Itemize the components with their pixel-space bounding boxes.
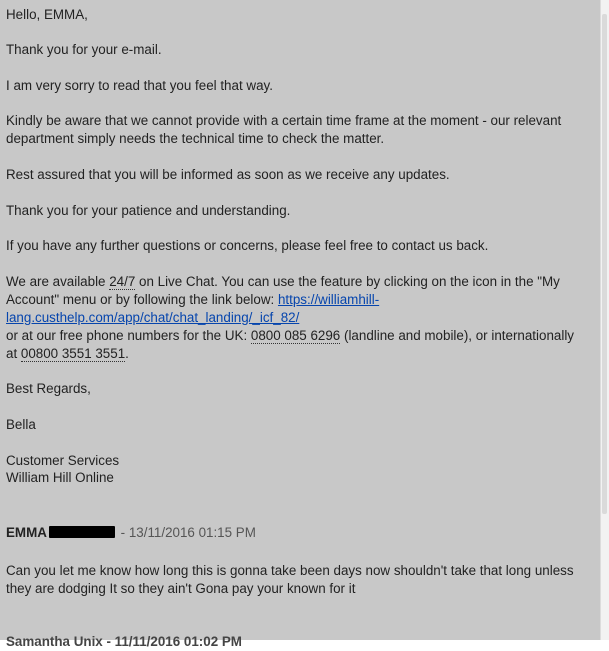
phone-at-text: at (6, 346, 21, 361)
paragraph-timeframe-line1: Kindly be aware that we cannot provide with a certain time frame at the moment - our relevant (6, 113, 562, 128)
sign-off: Best Regards, (6, 381, 91, 396)
phone-line1 (6, 327, 574, 345)
paragraph-patience: Thank you for your patience and understanding. (6, 203, 291, 218)
message-timestamp: 13/11/2016 01:15 PM (128, 525, 256, 540)
availability-text: We are available (6, 274, 110, 289)
paragraph-thanks: Thank you for your e-mail. (6, 42, 162, 57)
availability-line1 (6, 273, 560, 291)
availability-line2 (6, 291, 379, 309)
redacted-surname (49, 526, 115, 538)
phone-line2 (6, 345, 129, 363)
customer-message-line2: they are dodging It so they ain't Gona pay your known for it (6, 581, 356, 596)
signer-name: Bella (6, 417, 36, 432)
availability-text-post: on Live Chat. You can use the feature by clicking on the icon in the "My (135, 274, 560, 289)
scrollbar-thumb[interactable] (602, 14, 607, 514)
phone-mid-text: (landline and mobile), or internationally (340, 328, 574, 343)
signer-department: Customer Services (6, 453, 120, 468)
paragraph-timeframe-line2: department simply needs the technical time to check the matter. (6, 131, 385, 146)
phone-uk-number: 0800 085 6296 (250, 328, 341, 343)
live-chat-link-part1[interactable]: https://williamhill- (277, 292, 380, 307)
customer-message-line1: Can you let me know how long this is gonna take been days now shouldn't take that long unless (6, 563, 574, 578)
phone-intl-number: 00800 3551 3551 (20, 346, 126, 361)
availability-line3 (6, 309, 299, 327)
next-message-header-partial: Samantha Unix - 11/11/2016 01:02 PM (6, 634, 242, 649)
paragraph-sorry: I am very sorry to read that you feel that way. (6, 78, 273, 93)
message-separator: - (116, 525, 129, 540)
signer-company: William Hill Online (6, 470, 114, 485)
phone-end-text: . (125, 346, 129, 361)
availability-line2-text: Account" menu or by following the link below: (6, 292, 278, 307)
greeting: Hello, EMMA, (6, 7, 88, 22)
phone-pre-text: or at our free phone numbers for the UK: (6, 328, 251, 343)
live-chat-link-part2[interactable]: lang.custhelp.com/app/chat/chat_landing/_icf_82/ (6, 310, 300, 325)
message-author: EMMA (6, 525, 47, 540)
paragraph-further-questions: If you have any further questions or concerns, please feel free to contact us back. (6, 238, 489, 253)
message-header (6, 524, 256, 542)
paragraph-rest-assured: Rest assured that you will be informed as soon as we receive any updates. (6, 167, 450, 182)
availability-247: 24/7 (109, 274, 136, 289)
